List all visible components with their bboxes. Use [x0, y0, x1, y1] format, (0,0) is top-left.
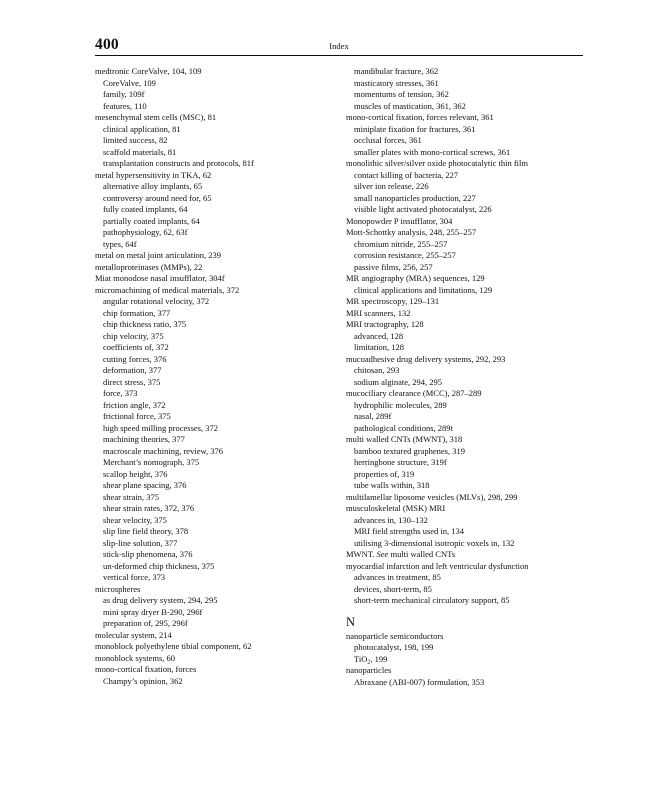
index-subentry: direct stress, 375 [103, 376, 161, 387]
index-subentry: shear strain, 375 [103, 491, 159, 502]
index-subentry: deformation, 377 [103, 365, 162, 375]
index-subentry: visible light activated photocatalyst, 226 [354, 204, 492, 214]
index-entry: molecular system, 214 [95, 629, 172, 640]
index-entry: multilamellar liposome vesicles (MLVs), 298, 299 [346, 491, 518, 502]
index-entry: Miat monodose nasal insufflator, 304f [95, 273, 225, 283]
index-entry: mucociliary clearance (MCC), 287–289 [346, 388, 482, 398]
index-subentry: masticatory stresses, 361 [354, 77, 439, 88]
tio2-subscript: 2 [367, 659, 371, 665]
index-subentry: high speed milling processes, 372 [103, 422, 218, 433]
index-subentry: corrosion resistance, 255–257 [354, 250, 456, 260]
index-subentry: slip-line solution, 377 [103, 537, 178, 548]
index-subentry: herringbone structure, 319f [354, 457, 447, 467]
index-subentry: small nanoparticles production, 227 [354, 192, 476, 203]
index-subentry: Abraxane (ABI-007) formulation, 353 [354, 676, 485, 687]
index-subentry: transplantation constructs and protocols, 81f [103, 158, 254, 168]
index-entry: mono-cortical fixation, forces [95, 664, 197, 674]
index-subentry: fully coated implants, 64 [103, 204, 188, 214]
index-entry: MRI scanners, 132 [346, 307, 411, 318]
index-subentry: chip formation, 377 [103, 307, 171, 318]
index-entry: nanoparticle semiconductors [346, 630, 444, 641]
running-head: Index [329, 41, 349, 51]
index-subentry: Champy’s opinion, 362 [103, 675, 183, 686]
index-entry: microspheres [95, 583, 141, 594]
index-subentry: chip thickness ratio, 375 [103, 319, 187, 329]
index-subentry: preparation of, 295, 296f [103, 618, 188, 628]
index-subentry: pathophysiology, 62, 63f [103, 227, 188, 237]
index-subentry: machining theories, 377 [103, 434, 185, 444]
index-subentry: un-deformed chip thickness, 375 [103, 560, 215, 571]
index-entry: metalloproteinases (MMPs), 22 [95, 261, 203, 272]
index-subentry: MRI field strengths used in, 134 [354, 526, 465, 536]
index-subentry: limitation, 128 [354, 342, 405, 352]
header-rule [95, 55, 583, 56]
index-subentry: bamboo textured graphenes, 319 [354, 445, 465, 456]
index-entry: MRI tractography, 128 [346, 319, 424, 329]
tio2-pages: , 199 [370, 653, 388, 664]
index-entry: mono-cortical fixation, forces relevant, 361 [346, 112, 494, 122]
index-entry: monolithic silver/silver oxide photocatalytic thin film [346, 158, 529, 168]
index-subentry: shear plane spacing, 376 [103, 480, 187, 490]
index-subentry: advances in treatment, 85 [354, 572, 441, 582]
index-subentry: chromium nitride, 255–257 [354, 238, 448, 249]
index-subentry: advances in, 130–132 [354, 514, 428, 525]
index-subentry: friction angle, 372 [103, 399, 166, 410]
index-subentry: shear strain rates, 372, 376 [103, 503, 195, 513]
index-subentry: muscles of mastication, 361, 362 [354, 100, 466, 111]
index-entry: Monopowder P insufflator, 304 [346, 215, 453, 226]
index-subentry: controversy around need for, 65 [103, 192, 212, 203]
section-letter-n: N [346, 614, 356, 629]
index-subentry: short-term mechanical circulatory support, 85 [354, 595, 510, 605]
index-subentry: features, 110 [103, 100, 147, 111]
index-subentry: stick-slip phenomena, 376 [103, 549, 193, 559]
index-subentry: pathological conditions, 289t [354, 422, 453, 433]
index-entry: mesenchymal stem cells (MSC), 81 [95, 112, 217, 122]
index-subentry: CoreValve, 109 [103, 77, 156, 88]
index-subentry: slip line field theory, 378 [103, 526, 189, 536]
index-subentry: alternative alloy implants, 65 [103, 181, 203, 191]
index-subentry: contact killing of bacteria, 227 [354, 169, 459, 180]
index-subentry: as drug delivery system, 294, 295 [103, 595, 218, 605]
index-entry: metal hypersensitivity in TKA, 62 [95, 169, 212, 180]
index-subentry: frictional force, 375 [103, 411, 171, 421]
index-subentry: smaller plates with mono-cortical screws, 361 [354, 146, 511, 157]
cross-reference-target: multi walled CNTs [390, 549, 456, 559]
index-subentry: mandibular fracture, 362 [354, 66, 439, 76]
index-subentry: vertical force, 373 [103, 572, 166, 582]
index-column-right [346, 66, 586, 688]
index-entry: monoblock polyethylene tibial component, 62 [95, 641, 252, 651]
page-header [95, 36, 583, 56]
index-subentry: occlusal forces, 361 [354, 135, 422, 145]
index-subentry: scaffold materials, 81 [103, 146, 177, 157]
index-subentry: macroscale machining, review, 376 [103, 445, 224, 456]
index-subentry: coefficients of, 372 [103, 342, 169, 352]
index-entry: multi walled CNTs (MWNT), 318 [346, 434, 463, 444]
index-entry: musculoskeletal (MSK) MRI [346, 503, 446, 513]
index-subentry: clinical application, 81 [103, 123, 181, 134]
index-subentry: angular rotational velocity, 372 [103, 296, 210, 306]
index-entry: MR angiography (MRA) sequences, 129 [346, 273, 485, 283]
index-subentry: silver ion release, 226 [354, 181, 429, 191]
index-subentry: shear velocity, 375 [103, 514, 167, 525]
see-word: See [376, 549, 389, 559]
index-entry: MR spectroscopy, 129–131 [346, 296, 440, 306]
index-entry: mucoadhesive drug delivery systems, 292, 293 [346, 353, 506, 364]
cross-reference-term: MWNT. [346, 549, 375, 559]
index-subentry: cutting forces, 376 [103, 353, 167, 364]
index-column-left [95, 66, 335, 687]
index-entry: nanoparticles [346, 665, 392, 675]
index-subentry: family, 109f [103, 89, 145, 99]
index-subentry: advanced, 128 [354, 330, 404, 341]
index-subentry: types, 64f [103, 238, 137, 249]
index-subentry: photocatalyst, 198, 199 [354, 642, 434, 652]
index-subentry: tube walls within, 318 [354, 480, 430, 490]
index-subentry: utilising 3-dimensional isotropic voxels in, 132 [354, 537, 515, 548]
index-entry-cross-reference [346, 549, 586, 561]
index-subentry: chip velocity, 375 [103, 330, 164, 341]
index-subentry: partially coated implants, 64 [103, 215, 200, 226]
index-subentry: Merchant’s nomograph, 375 [103, 457, 200, 467]
index-subentry: devices, short-term, 85 [354, 583, 432, 594]
index-entry: myocardial infarction and left ventricular dysfunction [346, 560, 529, 571]
index-entry: Mott-Schottky analysis, 248, 255–257 [346, 227, 477, 237]
index-subentry: chitosan, 293 [354, 365, 400, 375]
index-subentry: limited success, 82 [103, 135, 168, 145]
index-entry: micromachining of medical materials, 372 [95, 284, 240, 295]
index-entry: metal on metal joint articulation, 239 [95, 250, 222, 260]
tio2-base: TiO [354, 653, 368, 664]
index-subentry: scallop height, 376 [103, 468, 168, 479]
index-entry: medtronic CoreValve, 104, 109 [95, 66, 202, 76]
index-subentry: force, 373 [103, 388, 138, 398]
index-subentry: properties of, 319 [354, 468, 415, 479]
index-subentry: hydrophilic molecules, 289 [354, 399, 447, 410]
index-subentry: miniplate fixation for fractures, 361 [354, 123, 476, 134]
index-entry: monoblock systems, 60 [95, 652, 176, 663]
index-subentry: momentums of tension, 362 [354, 89, 449, 99]
index-subentry: mini spray dryer B-290, 296f [103, 606, 203, 617]
index-subentry-tio2 [346, 654, 586, 666]
index-subentry: sodium alginate, 294, 295 [354, 376, 443, 387]
index-subentry: clinical applications and limitations, 129 [354, 284, 493, 295]
page-number: 400 [95, 36, 119, 53]
index-subentry: passive films, 256, 257 [354, 261, 433, 272]
index-subentry: nasal, 289f [354, 411, 392, 421]
